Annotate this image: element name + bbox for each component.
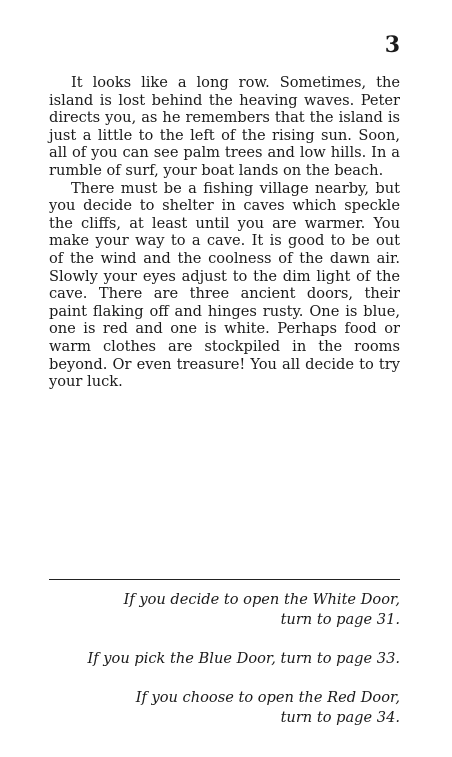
divider: [49, 579, 400, 580]
paragraph: There must be a fishing village nearby, but you decide to shelter in caves which speckle the cliffs, at least until you are warmer. You make your way to a cave. It is good to be out of the wind and the coolness of the dawn air. Slowly your eyes adjust to the dim light of the cave. There are three ancient doors, their paint flaking off and hinges rusty. One is blue, one is red and one is white. Perhaps food or warm clothes are stockpiled in the rooms beyond. Or even treasure! You all decide to try your luck.: [49, 179, 400, 391]
paragraph: It looks like a long row. Sometimes, the island is lost behind the heaving waves. Peter directs you, as he remembers that the island is just a little to the left of the rising sun. Soon, all of you can see palm trees and low hills. In a rumble of surf, your boat lands on the beach.: [49, 74, 400, 179]
story-text: [49, 74, 400, 391]
choice-text: turn to page 31.: [280, 611, 400, 628]
page-number: 3: [384, 32, 400, 58]
choice-text: turn to page 34.: [280, 709, 400, 726]
choice-text: If you decide to open the White Door,: [123, 591, 400, 608]
choice-blue-door[interactable]: [49, 649, 400, 669]
choices: [49, 590, 400, 747]
choice-white-door[interactable]: [49, 590, 400, 630]
choice-text: If you pick the Blue Door, turn to page 33.: [87, 650, 400, 667]
choice-red-door[interactable]: [49, 688, 400, 728]
choice-text: If you choose to open the Red Door,: [135, 689, 400, 706]
